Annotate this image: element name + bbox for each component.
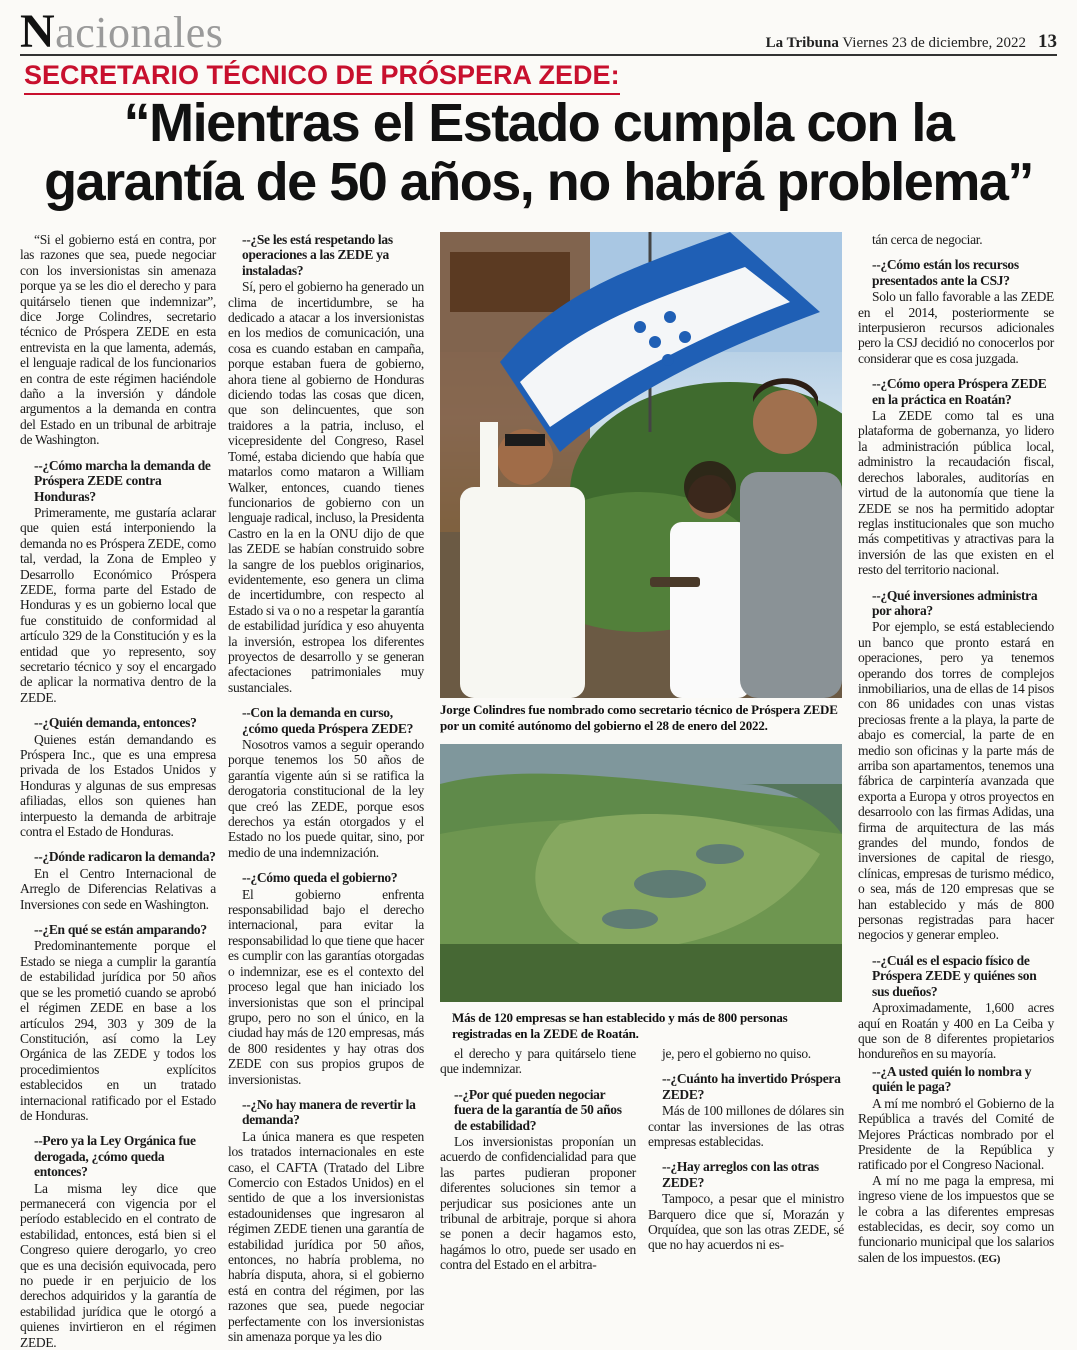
section-name-rest: acionales	[55, 8, 224, 57]
swearing-in-photo-illustration	[440, 232, 842, 698]
article-paragraph: Los inversionistas proponían un acuerdo de confidencialidad para que las partes pudieran proponer diferentes soluciones sin temor a perjudicar sus posiciones ante un tribunal de arbitraje, porque si ahora se ponen a decir hagamos esto, hagámos lo otro, puede ser usado en contra del Estado en el arbitra-	[440, 1134, 636, 1273]
author-byline: (EG)	[975, 1252, 1001, 1265]
article-column-3	[440, 1046, 636, 1273]
article-column-2	[228, 232, 424, 1344]
article-paragraph: Más de 100 millones de dólares sin contar las inversiones de las otras empresas establecidas.	[648, 1103, 844, 1150]
article-paragraph: Sí, pero el gobierno ha generado un clima de incertidumbre, se ha dedicado a atacar a los inversionistas en los medios de comunicación, una cosa es cuando estaban en campaña, porque estaban fuera de gobierno, ahora tiene al gobierno de Honduras diciendo todas las cosas que dicen, que son delincuentes, que son traidores a la patria, incluso, el vicepresidente del Congreso, Rasel Tomé, estaba diciendo que había que matarlos como mataron a William Walker, entonces, cuando tienes funcionarios de gobierno con un lenguaje radical, incluso, la Presidenta Castro en la en la ONU dijo de que las ZEDE se habían construido sobre la sangre de los pueblos originarios, evidentemente, eso genera un clima de incertidumbre, con respecto al Estado si va o no a respetar la garantía de estabilidad jurídica y eso ahuyenta la inversión, estropea los diferentes proyectos de desarrollo y se generan afectaciones patrimoniales muy sustanciales.	[228, 279, 424, 695]
interview-question: --¿Cuánto ha invertido Próspera ZEDE?	[662, 1071, 841, 1102]
interview-question: --¿Cómo marcha la demanda de Próspera ZEDE contra Honduras?	[34, 457, 211, 504]
top-rule	[20, 54, 1057, 56]
article-paragraph: je, pero el gobierno no quiso.	[662, 1046, 811, 1061]
section-name	[20, 5, 224, 58]
article-headline: “Mientras el Estado cumpla con la garantía de 50 años, no habrá problema”	[44, 93, 1033, 212]
interview-question: --¿En qué se están amparando?	[34, 922, 207, 938]
article-paragraph: “Si el gobierno está en contra, por las razones que sea, puede negociar con los inversionistas sin amenaza porque ya se les dio el derecho y para quitárselo tienen que indemnizar”, dice Jorge Colindres, secretario técnico de Próspera ZEDE en esta entrevista en la que lamenta, además, el lenguaje radical de los funcionarios en contra de este régimen haciéndole daño a la inversión y dándole argumentos a la demanda en contra del Estado en un tribunal de arbitraje de Washington.	[20, 232, 216, 448]
article-paragraph: Quienes están demandando es Próspera Inc., que es una empresa privada de los Estados Unidos y Honduras y algunas de sus empresas afiliadas, ellos son quienes han interpuesto la demanda de arbitraje contra el Estado de Honduras.	[20, 731, 216, 840]
article-paragraph: Por ejemplo, se está estableciendo un banco que pronto estará en operaciones, pero ya tenemos operando dos torres de complejos inmobiliarios, una de ellas de 14 pisos con 86 unidades con unas vistas preciosas frente a la playa, la parte de abajo es comercial, la parte de en medio son oficinas y la parte más de arriba son apartamentos, tenemos una fábrica de carpintería avanzada que exporta a Europa y otros proyectos en desarroolo con las firmas Adidas, una firma de arquitectura de las más grandes del mundo, fondos de inversiones de capital de riesgo, clínicas, empresas de turismo médico, o sea, más de 120 empresas que se han establecido y más de 800 personas registradas para hacer negocios y generar empleo.	[858, 619, 1054, 943]
interview-question: --¿Se les está respetando las operaciones a las ZEDE ya instaladas?	[242, 232, 393, 278]
swearing-in-photo	[440, 232, 842, 698]
interview-question: --¿Qué inversiones administra por ahora?	[872, 587, 1038, 618]
article-paragraph: Predominantemente porque el Estado se niega a cumplir la garantía de estabilidad jurídica por 50 años que se les prometió cuando se aprobó el régimen ZEDE en base a los artículos 294, 303 y 309 de la Constitución, así como la Ley Orgánica de las ZEDE y todos los procedimientos explícitos establecidos en un tratado internacional ratificado por el Estado de Honduras.	[20, 938, 216, 1123]
interview-question: --¿Cómo queda el gobierno?	[242, 870, 398, 886]
article-paragraph: La ZEDE como tal es una plataforma de gobernanza, yo lidero la administración pública local, administro la recaudación fiscal, derechos laborales, auditorías en virtud de la autonomía que tiene la ZEDE se nos ha permitido adoptar reglas institucionales que son mucho más competitivas y atractivas para la inversión de las que existen en el resto del territorio nacional.	[858, 408, 1054, 578]
article-paragraph: Solo un fallo favorable a las ZEDE en el 2014, posteriormente se interpusieron recursos adicionales pero la CSJ decidió no conocerlos por considerar que es cosa juzgada.	[858, 289, 1054, 366]
interview-question: --¿Cuál es el espacio físico de Próspera ZEDE y quiénes son sus dueños?	[872, 952, 1037, 999]
article-paragraph: La misma ley dice que permanecerá con vigencia por el período establecido en el contrato de estabilidad, entonces, está bien si el Congreso quiere derogarlo, yo creo que es una decisión equivocada, pero no puede ir en perjuicio de los derechos adquiridos y la garantía de estabilidad jurídica que le otorgó a quienes invirtieron en el régimen ZEDE.	[20, 1180, 216, 1350]
article-paragraph: A mí no me paga la empresa, mi ingreso viene de los impuestos que se le cobra a las diferentes empresas establecidas, es decir, soy como un funcionario municipal que los salarios salen de los impuestos. (EG)	[858, 1172, 1054, 1265]
article-paragraph: Nosotros vamos a seguir operando porque tenemos los 50 años de garantía vigente aún si se ratifica la derogatoria constitucional de la ley que creó las ZEDE, porque esos derechos ya están otorgados y el Estado no los puede quitar, sino, por medio de una indemnización.	[228, 737, 424, 860]
photo-caption-2: Más de 120 empresas se han establecido y más de 800 personas registradas en la ZEDE de Roatán.	[452, 1010, 788, 1041]
article-column-1	[20, 232, 216, 1350]
masthead	[766, 31, 1057, 53]
newspaper-name: La Tribuna	[765, 35, 839, 51]
interview-question: --Pero ya la Ley Orgánica fue derogada, ¿cómo queda entonces?	[34, 1133, 196, 1180]
interview-question: --¿No hay manera de revertir la demanda?	[242, 1096, 416, 1128]
man-grey-shirt	[740, 472, 842, 698]
article-column-6	[858, 1064, 1054, 1267]
article-kicker: SECRETARIO TÉCNICO DE PRÓSPERA ZEDE:	[24, 60, 620, 95]
article-paragraph: A mí me nombró el Gobierno de la República a través del Comité de Mejores Prácticas nombrado por el Presidente de la República y ratificado por el Congreso Nacional.	[858, 1095, 1054, 1173]
interview-question: --Con la demanda en curso, ¿cómo queda Próspera ZEDE?	[242, 705, 414, 736]
article-paragraph: el derecho y para quitárselo tiene que indemnizar.	[440, 1046, 636, 1077]
article-paragraph: Aproximadamente, 1,600 acres aquí en Roatán y 400 en La Ceiba y que son de 8 diferentes propietarios hondureños en su mayoría.	[858, 1000, 1054, 1062]
article-paragraph: La única manera es que respeten los tratados internacionales en este caso, el CAFTA (Tratado del Libre Comercio con Estados Unidos) en el sentido de que a los inversionistas estadounidenses que ingresaron al régimen ZEDE tienen una garantía de estabilidad jurídica por 50 años, entonces, no habría problema, no habría disputa, ahora, si el gobierno está en contra del régimen, por las razones que sea, puede negociar perfectamente con los inversionistas sin amenaza porque ya les dio	[228, 1128, 424, 1345]
article-paragraph: Primeramente, me gustaría aclarar que quien está interponiendo la demanda no es Próspera ZEDE, como tal, verdad, la Zona de Empleo y Desarrollo Económico Próspera ZEDE, forma parte del Estado de Honduras y es un gobierno local que fue constituido de conformidad al artículo 329 de la Constitución y es la entidad que yo represento, soy secretario técnico y soy el encargado de aplicar la normativa dentro de la ZEDE.	[20, 504, 216, 705]
interview-question: --¿Cómo están los recursos presentados ante la CSJ?	[872, 257, 1019, 288]
article-paragraph: El gobierno enfrenta responsabilidad bajo el derecho internacional, para evitar la responsabilidad lo que tiene que hacer es cumplir con las garantías otorgadas o indemnizar, ese es el contexto del proceso legal que han iniciado los inversionistas que son el principal grupo, pero no son el único, en la ciudad hay más de 120 empresas, más de 800 residentes y hay otras dos ZEDE con sus propios grupos de inversionistas.	[228, 886, 424, 1087]
woman-white-blouse	[670, 522, 750, 698]
article-paragraph: Tampoco, a pesar que el ministro Barquero dice que sí, Morazán y Orquídea, que son las otras ZEDE, sé que no hay acuerdos ni es-	[648, 1191, 844, 1253]
article-paragraph: En el Centro Internacional de Arreglo de Diferencias Relativas a Inversiones con sede en Washington.	[20, 865, 216, 912]
photo-caption-1: Jorge Colindres fue nombrado como secretario técnico de Próspera ZEDE por un comité autónomo del gobierno el 28 de enero del 2022.	[440, 702, 838, 733]
section-name-initial: N	[20, 5, 56, 58]
interview-question: --¿Quién demanda, entonces?	[34, 715, 197, 731]
roatan-aerial-photo	[440, 744, 842, 1002]
article-column-4	[648, 1046, 844, 1253]
article-column-5	[858, 232, 1054, 1062]
issue-date: Viernes 23 de diciembre, 2022	[842, 35, 1026, 51]
article-paragraph: tán cerca de negociar.	[872, 232, 983, 247]
interview-question: --¿Por qué pueden negociar fuera de la garantía de 50 años de estabilidad?	[454, 1086, 622, 1133]
interview-question: --¿A usted quién lo nombra y quién le paga?	[872, 1064, 1032, 1095]
man-white-shirt	[460, 487, 585, 698]
interview-question: --¿Cómo opera Próspera ZEDE en la práctica en Roatán?	[872, 376, 1047, 407]
interview-question: --¿Hay arreglos con las otras ZEDE?	[662, 1159, 819, 1190]
page-number: 13	[1038, 31, 1057, 52]
roatan-aerial-illustration	[440, 744, 842, 1002]
interview-question: --¿Dónde radicaron la demanda?	[34, 849, 216, 865]
